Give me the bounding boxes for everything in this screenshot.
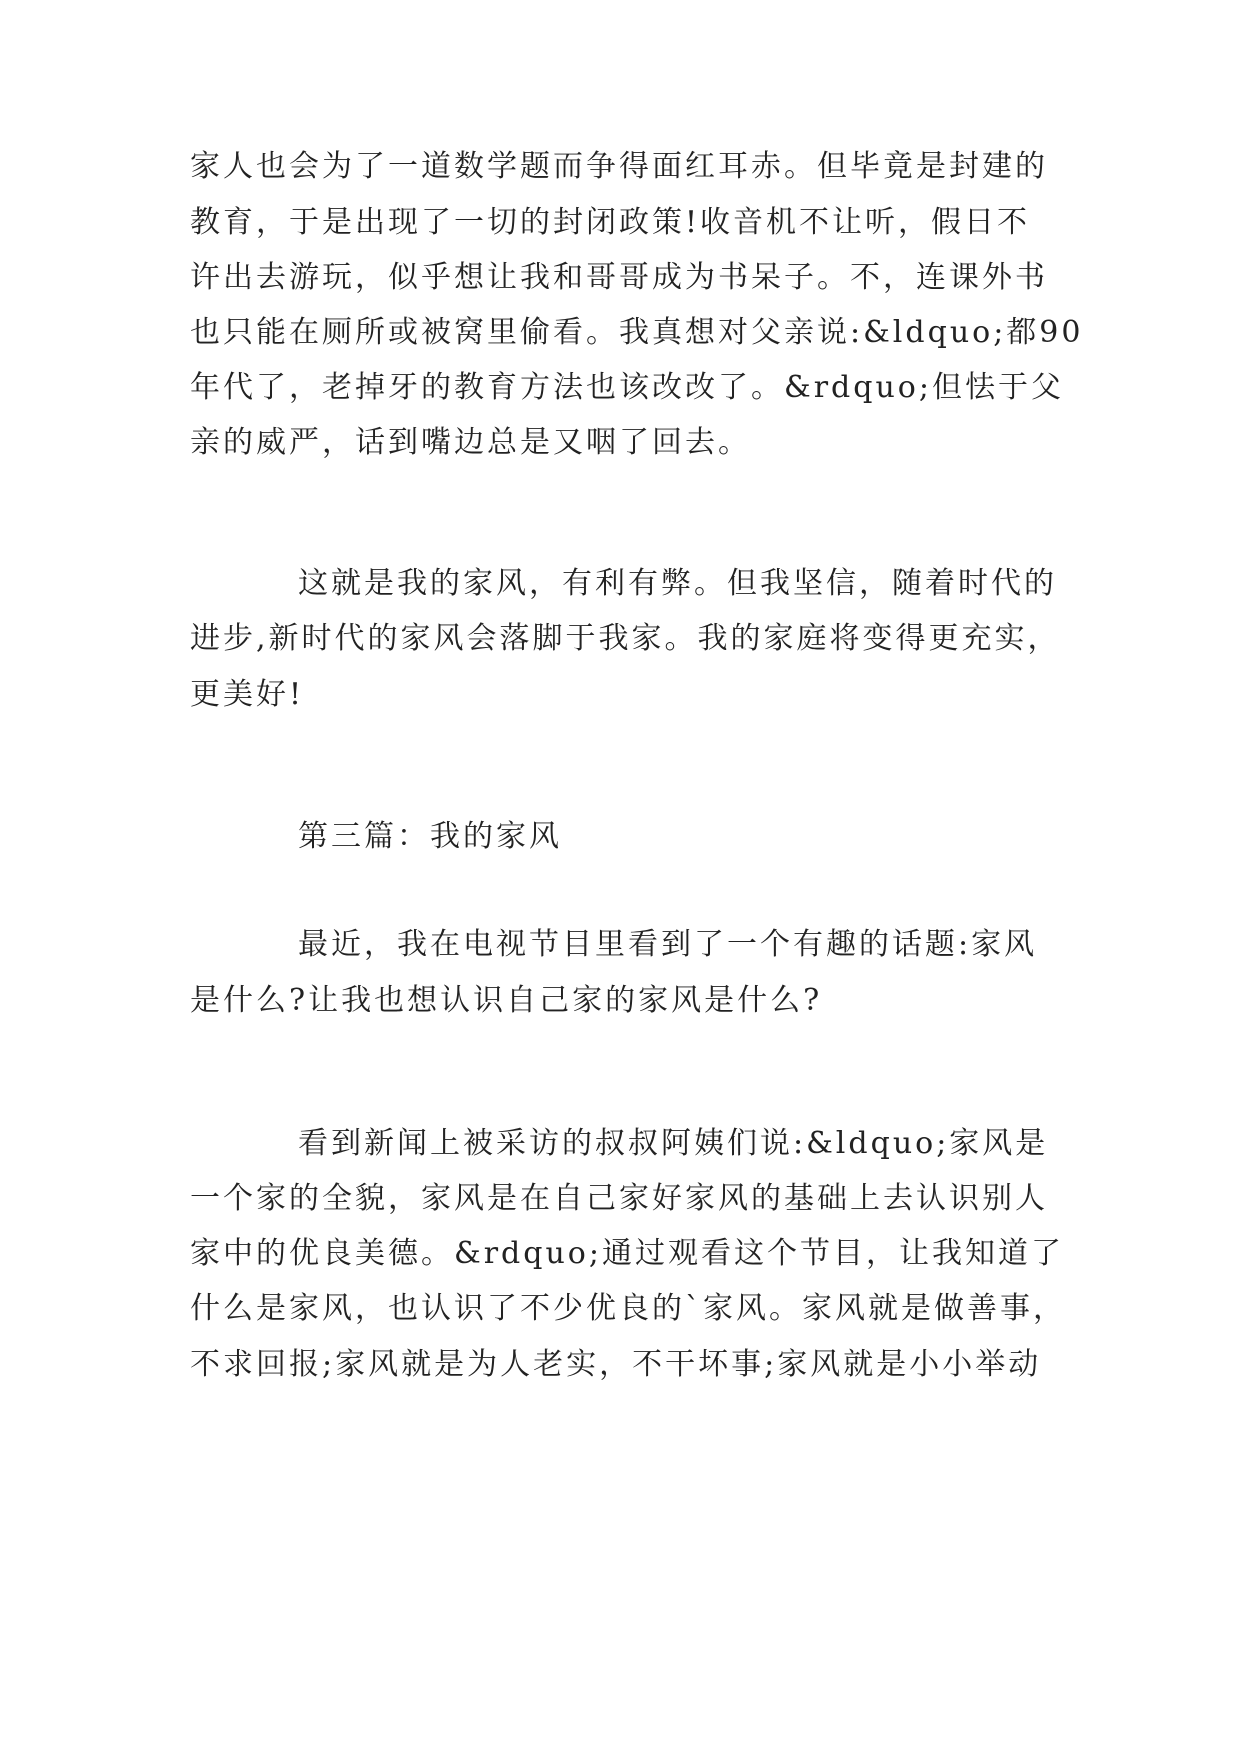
paragraph-5-line-1: 看到新闻上被采访的叔叔阿姨们说:&ldquo;家风是 [298, 1126, 1049, 1161]
paragraph-5-line-4: 什么是家风，也认识了不少优良的`家风。家风就是做善事， [190, 1291, 1066, 1326]
section-heading: 第三篇：我的家风 [298, 819, 562, 854]
paragraph-1-line-6: 亲的威严，话到嘴边总是又咽了回去。 [190, 425, 751, 460]
paragraph-4-line-1: 最近，我在电视节目里看到了一个有趣的话题:家风 [298, 927, 1038, 962]
paragraph-1-line-5: 年代了，老掉牙的教育方法也该改改了。&rdquo;但怯于父 [190, 370, 1064, 405]
paragraph-1-line-1: 家人也会为了一道数学题而争得面红耳赤。但毕竟是封建的 [190, 149, 1048, 184]
paragraph-5-line-3: 家中的优良美德。&rdquo;通过观看这个节目，让我知道了 [190, 1236, 1064, 1271]
paragraph-5-line-2: 一个家的全貌，家风是在自己家好家风的基础上去认识别人 [190, 1181, 1048, 1216]
paragraph-4-line-2: 是什么?让我也想认识自己家的家风是什么? [190, 983, 823, 1018]
paragraph-1-line-3: 许出去游玩，似乎想让我和哥哥成为书呆子。不，连课外书 [190, 260, 1048, 295]
paragraph-2-line-1: 这就是我的家风，有利有弊。但我坚信，随着时代的 [298, 566, 1057, 601]
paragraph-1-line-4: 也只能在厕所或被窝里偷看。我真想对父亲说:&ldquo;都90 [190, 315, 1084, 350]
paragraph-5-line-5: 不求回报;家风就是为人老实，不干坏事;家风就是小小举动 [190, 1347, 1042, 1382]
paragraph-2-line-2: 进步,新时代的家风会落脚于我家。我的家庭将变得更充实， [190, 621, 1061, 656]
paragraph-1-line-2: 教育，于是出现了一切的封闭政策!收音机不让听，假日不 [190, 205, 1031, 240]
paragraph-2-line-3: 更美好! [190, 677, 305, 712]
